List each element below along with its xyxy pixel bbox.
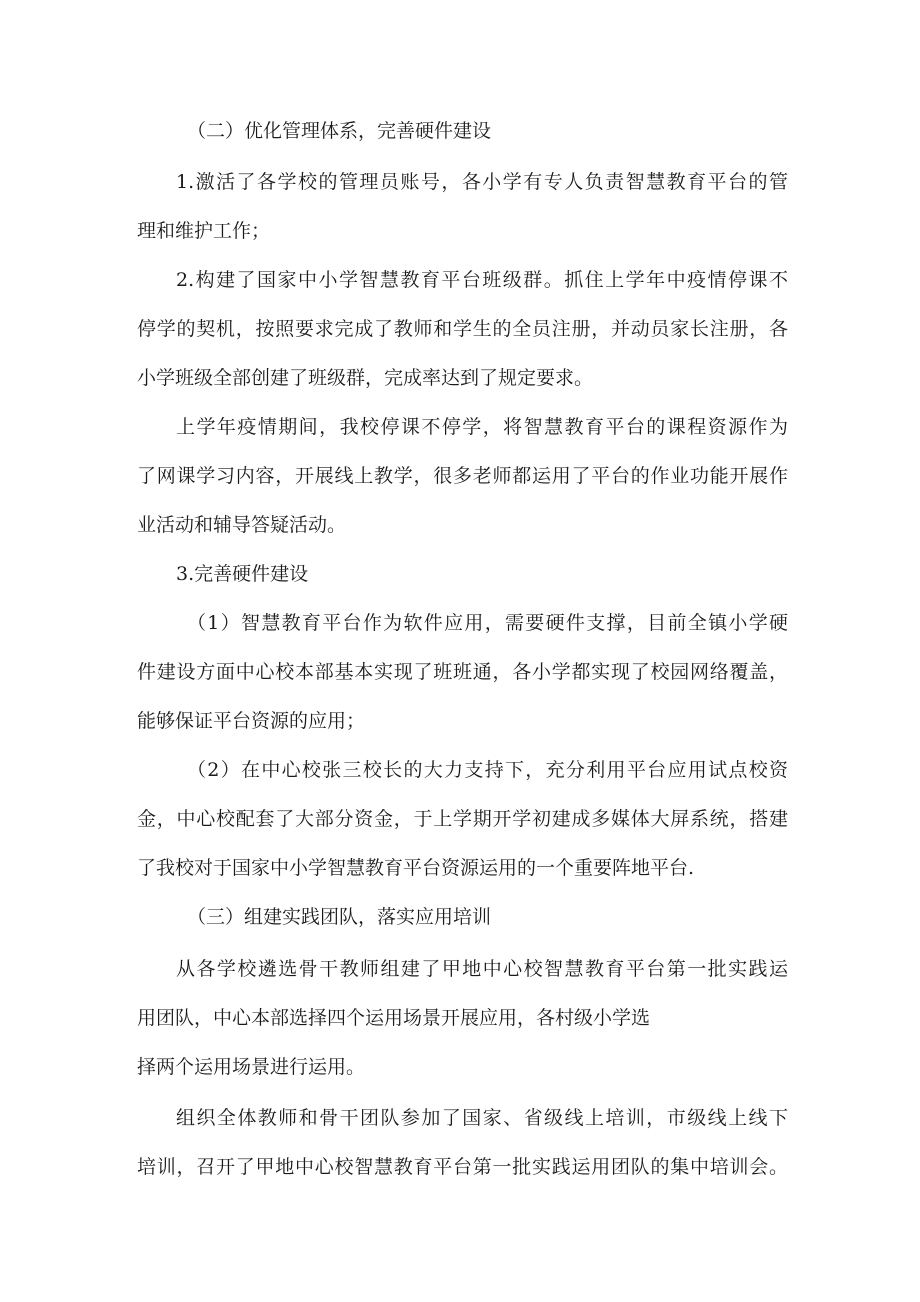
sub-item-2-line-1: （2）在中心校张三校长的大力支持下，充分利用平台应用试点校资	[187, 759, 788, 781]
team-paragraph-line-3: 择两个运用场景进行运用。	[137, 1056, 366, 1078]
item-1-line-1: 1.激活了各学校的管理员账号，各小学有专人负责智慧教育平台的管	[176, 171, 788, 193]
item-3-title: 3.完善硬件建设	[176, 563, 309, 585]
section-heading-3: （三）组建实践团队，落实应用培训	[187, 906, 492, 928]
section-heading-2: （二）优化管理体系，完善硬件建设	[187, 120, 492, 142]
team-paragraph-line-2: 用团队，中心本部选择四个运用场景开展应用，各村级小学选	[137, 1007, 651, 1029]
team-paragraph-line-1: 从各学校遴选骨干教师组建了甲地中心校智慧教育平台第一批实践运	[176, 958, 788, 980]
item-2-line-3: 小学班级全部创建了班级群，完成率达到了规定要求。	[137, 367, 594, 389]
item-2-line-2: 停学的契机，按照要求完成了教师和学生的全员注册，并动员家长注册，各	[137, 318, 788, 340]
sub-item-2-line-2: 金，中心校配套了大部分资金，于上学期开学初建成多媒体大屏系统，搭建	[137, 808, 788, 830]
sub-item-2-line-3: 了我校对于国家中小学智慧教育平台资源运用的一个重要阵地平台.	[137, 857, 695, 879]
epidemic-paragraph-line-3: 业活动和辅导答疑活动。	[137, 514, 347, 536]
item-2-line-1: 2.构建了国家中小学智慧教育平台班级群。抓住上学年中疫情停课不	[176, 269, 788, 291]
epidemic-paragraph-line-2: 了网课学习内容，开展线上教学，很多老师都运用了平台的作业功能开展作	[137, 465, 788, 487]
training-paragraph-line-2: 培训，召开了甲地中心校智慧教育平台第一批实践运用团队的集中培训会。	[137, 1156, 788, 1178]
sub-item-1-line-2: 件建设方面中心校本部基本实现了班班通，各小学都实现了校园网络覆盖，	[137, 661, 788, 683]
item-1-line-2: 理和维护工作；	[137, 220, 271, 242]
training-paragraph-line-1: 组织全体教师和骨干团队参加了国家、省级线上培训，市级线上线下	[176, 1107, 788, 1129]
sub-item-1-line-1: （1）智慧教育平台作为软件应用，需要硬件支撑，目前全镇小学硬	[187, 612, 788, 634]
epidemic-paragraph-line-1: 上学年疫情期间，我校停课不停学，将智慧教育平台的课程资源作为	[176, 416, 788, 438]
sub-item-1-line-3: 能够保证平台资源的应用；	[137, 710, 366, 732]
